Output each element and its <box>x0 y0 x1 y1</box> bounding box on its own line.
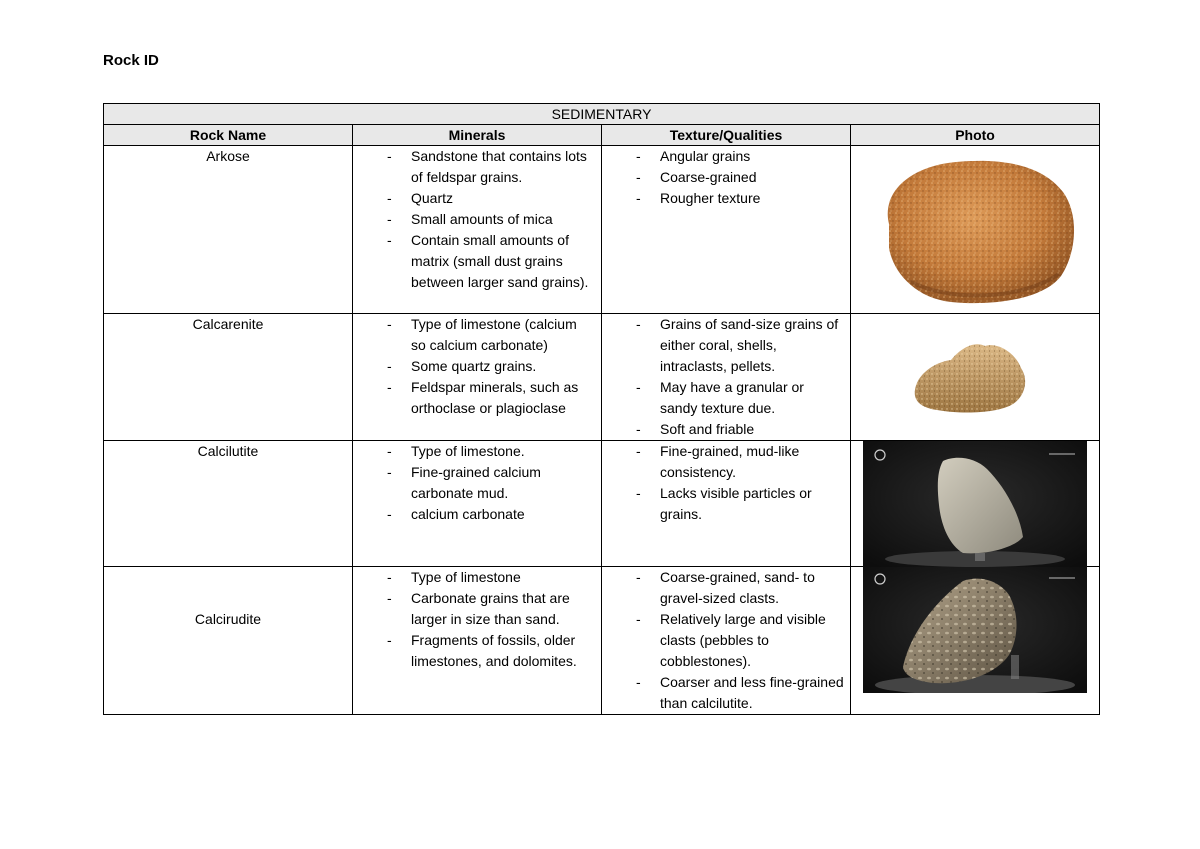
calcarenite-rock-image <box>911 338 1029 416</box>
rock-name: Calcilutite <box>104 441 353 567</box>
texture-cell <box>602 314 851 441</box>
rock-name: Calcarenite <box>104 314 353 441</box>
calcilutite-rock-image <box>863 441 1087 567</box>
photo-cell <box>851 146 1100 314</box>
list-item: - Coarse-grained <box>602 167 844 188</box>
list-item: - Quartz <box>353 188 595 209</box>
category-row <box>104 104 1100 125</box>
minerals-cell <box>353 567 602 715</box>
list-item: - Type of limestone. <box>353 441 595 462</box>
rock-name: Calcirudite <box>104 567 353 715</box>
list-item: - Coarse-grained, sand- to gravel-sized clasts. <box>602 567 844 609</box>
sedimentary-table <box>103 103 1100 715</box>
list-item: - Coarser and less fine-grained than calcilutite. <box>602 672 844 714</box>
column-header-row <box>104 125 1100 146</box>
minerals-cell <box>353 441 602 567</box>
texture-cell <box>602 567 851 715</box>
rock-name: Arkose <box>104 146 353 314</box>
texture-cell <box>602 441 851 567</box>
list-item: - Type of limestone (calcium so calcium carbonate) <box>353 314 595 356</box>
texture-cell <box>602 146 851 314</box>
photo-cell <box>851 441 1100 567</box>
list-item: - Sandstone that contains lots of feldspar grains. <box>353 146 595 188</box>
list-item: - Fragments of fossils, older limestones, and dolomites. <box>353 630 595 672</box>
header-texture: Texture/Qualities <box>602 125 851 146</box>
calcirudite-photo <box>863 567 1087 693</box>
header-rock-name: Rock Name <box>104 125 353 146</box>
minerals-cell <box>353 146 602 314</box>
list-item: - Fine-grained calcium carbonate mud. <box>353 462 595 504</box>
list-item: - Feldspar minerals, such as orthoclase or plagioclase <box>353 377 595 419</box>
table-row <box>104 146 1100 314</box>
calcarenite-photo <box>911 338 1029 416</box>
list-item: - Rougher texture <box>602 188 844 209</box>
list-item: - Type of limestone <box>353 567 595 588</box>
list-item: - May have a granular or sandy texture due. <box>602 377 844 419</box>
list-item: - Angular grains <box>602 146 844 167</box>
list-item: - calcium carbonate <box>353 504 595 525</box>
header-photo: Photo <box>851 125 1100 146</box>
arkose-photo <box>871 152 1081 308</box>
table-row <box>104 314 1100 441</box>
arkose-rock-image <box>871 152 1081 308</box>
list-item: - Small amounts of mica <box>353 209 595 230</box>
table-row <box>104 567 1100 715</box>
header-minerals: Minerals <box>353 125 602 146</box>
photo-cell <box>851 314 1100 441</box>
list-item: - Relatively large and visible clasts (pebbles to cobblestones). <box>602 609 844 672</box>
list-item: - Some quartz grains. <box>353 356 595 377</box>
list-item: - Soft and friable <box>602 419 844 440</box>
list-item: - Contain small amounts of matrix (small dust grains between larger sand grains). <box>353 230 595 293</box>
photo-cell <box>851 567 1100 715</box>
list-item: - Fine-grained, mud-like consistency. <box>602 441 844 483</box>
list-item: - Carbonate grains that are larger in size than sand. <box>353 588 595 630</box>
list-item: - Lacks visible particles or grains. <box>602 483 844 525</box>
table-row <box>104 441 1100 567</box>
minerals-cell <box>353 314 602 441</box>
document-title: Rock ID <box>103 52 159 69</box>
calcilutite-photo <box>863 441 1087 567</box>
calcirudite-rock-image <box>863 567 1087 693</box>
list-item: - Grains of sand-size grains of either coral, shells, intraclasts, pellets. <box>602 314 844 377</box>
category-header: SEDIMENTARY <box>104 104 1100 125</box>
